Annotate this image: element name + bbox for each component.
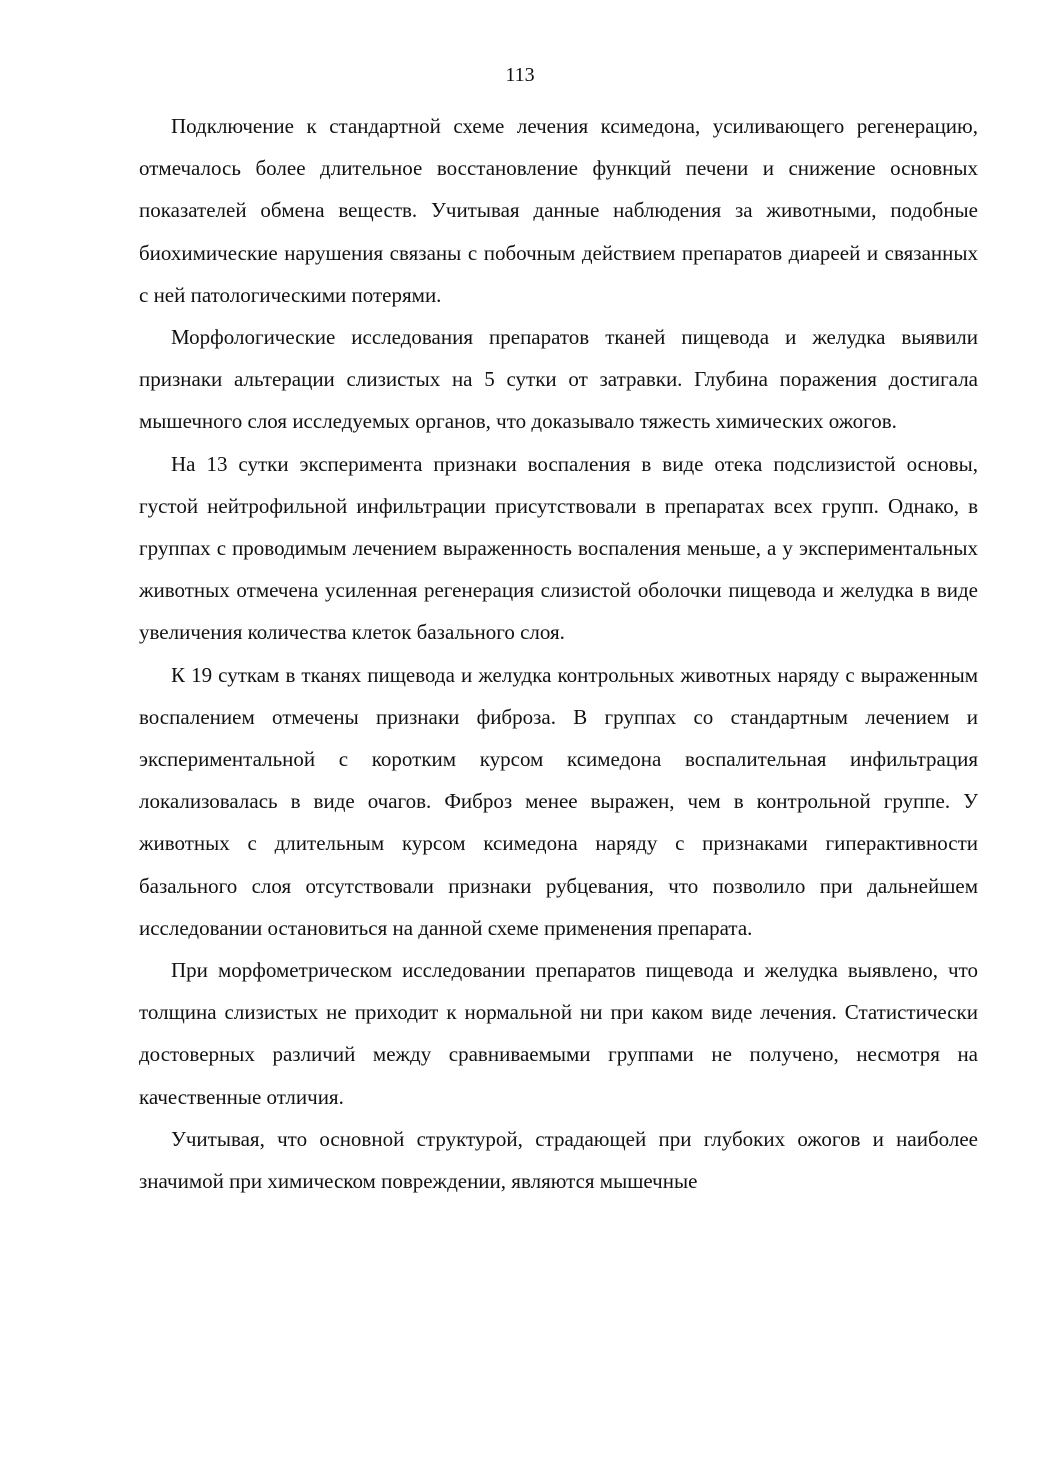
paragraph-6: Учитывая, что основной структурой, страдающей при глубоких ожогов и наиболее значимой при химическом повреждении, являются мышечные: [139, 1126, 978, 1194]
paragraph-3: На 13 сутки эксперимента признаки воспаления в виде отека подслизистой основы, густой нейтрофильной инфильтрации присутствовали в препаратах всех групп. Однако, в группах с проводимым лечением выраженность воспаления меньше, а у экспериментальных животных отмечена усиленная регенерация слизистой оболочки пищевода и желудка в виде увеличения количества клеток базального слоя.: [139, 451, 978, 645]
paragraph-4: К 19 суткам в тканях пищевода и желудка контрольных животных наряду с выраженным воспалением отмечены признаки фиброза. В группах со стандартным лечением и экспериментальной с коротким курсом ксимедона воспалительная инфильтрация локализовалась в виде очагов. Фиброз менее выражен, чем в контрольной группе. У животных с длительным курсом ксимедона наряду с признаками гиперактивности базального слоя отсутствовали признаки рубцевания, что позволило при дальнейшем исследовании остановиться на данной схеме применения препарата.: [139, 662, 978, 940]
page-number: 113: [505, 64, 535, 86]
document-body: [139, 105, 978, 1202]
paragraph-2: Морфологические исследования препаратов тканей пищевода и желудка выявили признаки альтерации слизистых на 5 сутки от затравки. Глубина поражения достигала мышечного слоя исследуемых органов, что доказывало тяжесть химических ожогов.: [139, 325, 978, 434]
paragraph-5: При морфометрическом исследовании препаратов пищевода и желудка выявлено, что толщина слизистых не приходит к нормальной ни при каком виде лечения. Статистически достоверных различий между сравниваемыми группами не получено, несмотря на качественные отличия.: [139, 958, 978, 1109]
paragraph-1: Подключение к стандартной схеме лечения ксимедона, усиливающего регенерацию, отмечалось более длительное восстановление функций печени и снижение основных показателей обмена веществ. Учитывая данные наблюдения за животными, подобные биохимические нарушения связаны с побочным действием препаратов диареей и связанных с ней патологическими потерями.: [139, 114, 978, 307]
